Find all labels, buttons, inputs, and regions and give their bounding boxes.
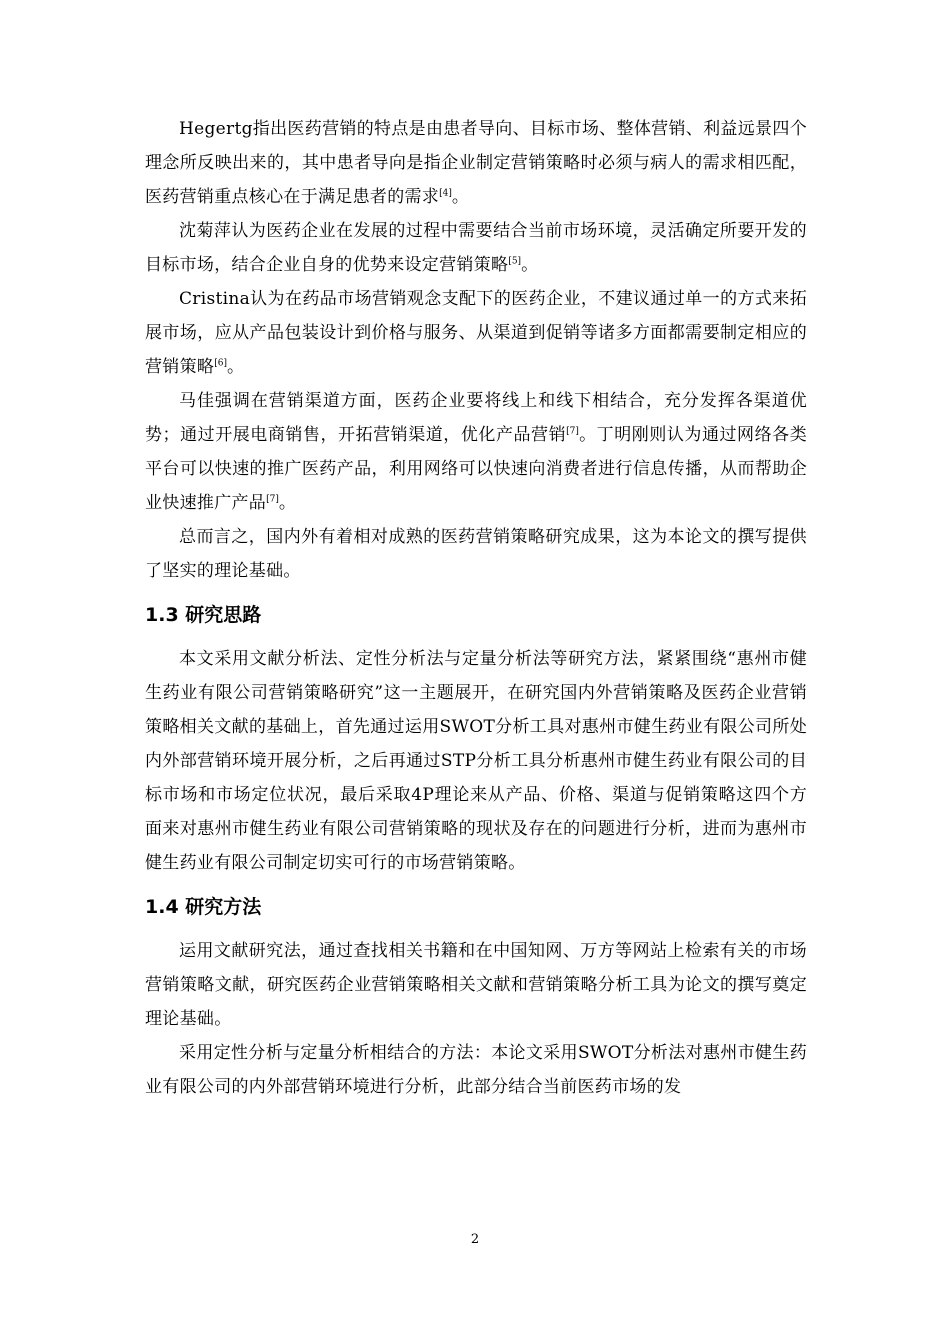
paragraph-cristina: [145, 282, 807, 384]
paragraph-tail: 。: [278, 493, 297, 513]
paragraph-qualitative-quantitative: [145, 1036, 807, 1104]
paragraph-text: Hegertg指出医药营销的特点是由患者导向、目标市场、整体营销、利益远景四个理念所反映出来的，其中患者导向是指企业制定营销策略时必须与病人的需求相匹配，医药营销重点核心在于满足患者的需求: [145, 119, 807, 207]
paragraph-research-approach: [145, 642, 807, 880]
section-heading-1-4: 1.4 研究方法: [145, 896, 262, 918]
paragraph-summary: [145, 520, 807, 588]
page-number: 2: [470, 1232, 480, 1247]
paragraph-ma-jia: [145, 384, 807, 520]
paragraph-tail: 。: [521, 255, 539, 275]
paragraph-text: 马佳强调在营销渠道方面，医药企业要将线上和线下相结合，充分发挥各渠道优势；通过开展电商销售，开拓营销渠道，优化产品营销: [145, 391, 807, 445]
document-body: [145, 112, 807, 1104]
paragraph-literature-method: [145, 934, 807, 1036]
paragraph-tail: 。: [451, 187, 470, 207]
citation-ref: [5]: [508, 256, 522, 267]
paragraph-shen-juping: [145, 214, 807, 282]
paragraph-text: 沈菊萍认为医药企业在发展的过程中需要结合当前市场环境，灵活确定所要开发的目标市场，结合企业自身的优势来设定营销策略: [145, 221, 807, 275]
paragraph-hegertg: [145, 112, 807, 214]
paragraph-tail: 。: [226, 357, 245, 377]
citation-ref: [4]: [439, 188, 452, 199]
paragraph-text: 本文采用文献分析法、定性分析法与定量分析法等研究方法，紧紧围绕“惠州市健生药业有限公司营销策略研究”这一主题展开，在研究国内外营销策略及医药企业营销策略相关文献的基础上，首先通过运用SWOT分析工具对惠州市健生药业有限公司所处内外部营销环境开展分析，之后再通过STP分析工具分析惠州市健生药业有限公司的目标市场和市场定位状况，最后采取4P理论来从产品、价格、渠道与促销策略这四个方面来对惠州市健生药业有限公司营销策略的现状及存在的问题进行分析，进而为惠州市健生药业有限公司制定切实可行的市场营销策略。: [145, 649, 807, 873]
citation-ref: [7]: [566, 426, 579, 437]
paragraph-text: 运用文献研究法，通过查找相关书籍和在中国知网、万方等网站上检索有关的市场营销策略文献，研究医药企业营销策略相关文献和营销策略分析工具为论文的撰写奠定理论基础。: [145, 941, 807, 1029]
paragraph-text: Cristina认为在药品市场营销观念支配下的医药企业，不建议通过单一的方式来拓展市场，应从产品包装设计到价格与服务、从渠道到促销等诸多方面都需要制定相应的营销策略: [145, 289, 807, 377]
paragraph-middle: 。丁明刚则认为通过网络各类平台可以快速的推广医药产品，利用网络可以快速向消费者进行信息传播，从而帮助企业快速推广产品: [145, 425, 808, 513]
paragraph-text: 总而言之，国内外有着相对成熟的医药营销策略研究成果，这为本论文的撰写提供了坚实的理论基础。: [145, 527, 807, 581]
section-heading-1-3: 1.3 研究思路: [145, 604, 262, 626]
citation-ref: [6]: [214, 358, 227, 369]
citation-ref: [7]: [266, 494, 279, 505]
paragraph-text: 采用定性分析与定量分析相结合的方法：本论文采用SWOT分析法对惠州市健生药业有限公司的内外部营销环境进行分析，此部分结合当前医药市场的发: [145, 1043, 807, 1097]
